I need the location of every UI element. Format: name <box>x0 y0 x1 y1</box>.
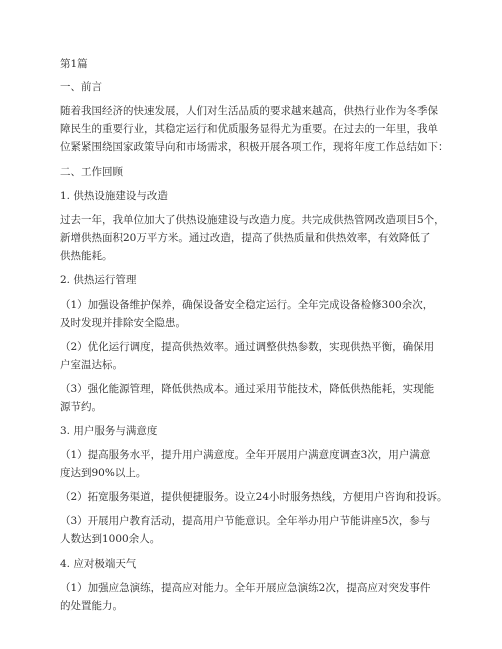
intro-line: 随着我国经济的快速发展，人们对生活品质的要求越来越高，供热行业作为冬季保 <box>60 105 438 117</box>
service-item-3: 人数达到1000余人。 <box>60 533 161 545</box>
section-heading-preface: 一、前言 <box>60 81 102 93</box>
service-item-3: （3）开展用户教育活动，提高用户节能意识。全年举办用户节能讲座5次，参与 <box>60 515 431 527</box>
page-label: 第1篇 <box>60 58 88 70</box>
service-item-2: （2）拓宽服务渠道，提供便捷服务。设立24小时服务热线，方便用户咨询和投诉。 <box>60 491 448 503</box>
operations-item-1: 及时发现并排除安全隐患。 <box>60 317 186 329</box>
service-item-1: 度达到90%以上。 <box>60 467 147 479</box>
intro-line: 位紧紧围绕国家政策导向和市场需求，积极开展各项工作，现将年度工作总结如下： <box>60 141 449 153</box>
service-item-1: （1）提高服务水平，提升用户满意度。全年开展用户满意度调查3次，用户满意 <box>60 449 431 461</box>
subheading-extreme-weather: 4. 应对极端天气 <box>60 558 137 570</box>
operations-item-2: 户室温达标。 <box>60 359 123 371</box>
operations-item-3: （3）强化能源管理，降低供热成本。通过采用节能技术，降低供热能耗，实现能 <box>60 383 435 395</box>
subheading-user-service: 3. 用户服务与满意度 <box>60 425 158 437</box>
facilities-line: 过去一年，我单位加大了供热设施建设与改造力度。共完成供热管网改造项目5个， <box>60 214 445 226</box>
weather-item-1: （1）加强应急演练，提高应对能力。全年开展应急演练2次，提高应对突发事件 <box>60 582 431 594</box>
facilities-line: 供热能耗。 <box>60 250 113 262</box>
operations-item-3: 源节约。 <box>60 401 102 413</box>
operations-item-1: （1）加强设备维护保养，确保设备安全稳定运行。全年完成设备检修300余次， <box>60 299 434 311</box>
operations-item-2: （2）优化运行调度，提高供热效率。通过调整供热参数，实现供热平衡，确保用 <box>60 341 435 353</box>
subheading-operations: 2. 供热运行管理 <box>60 274 137 286</box>
weather-item-1: 的处置能力。 <box>60 600 123 612</box>
intro-line: 障民生的重要行业，其稳定运行和优质服务显得尤为重要。在过去的一年里，我单 <box>60 123 438 135</box>
section-heading-review: 二、工作回顾 <box>60 166 123 178</box>
subheading-facilities: 1. 供热设施建设与改造 <box>60 190 168 202</box>
facilities-line: 新增供热面积20万平方米。通过改造，提高了供热质量和供热效率，有效降低了 <box>60 232 431 244</box>
